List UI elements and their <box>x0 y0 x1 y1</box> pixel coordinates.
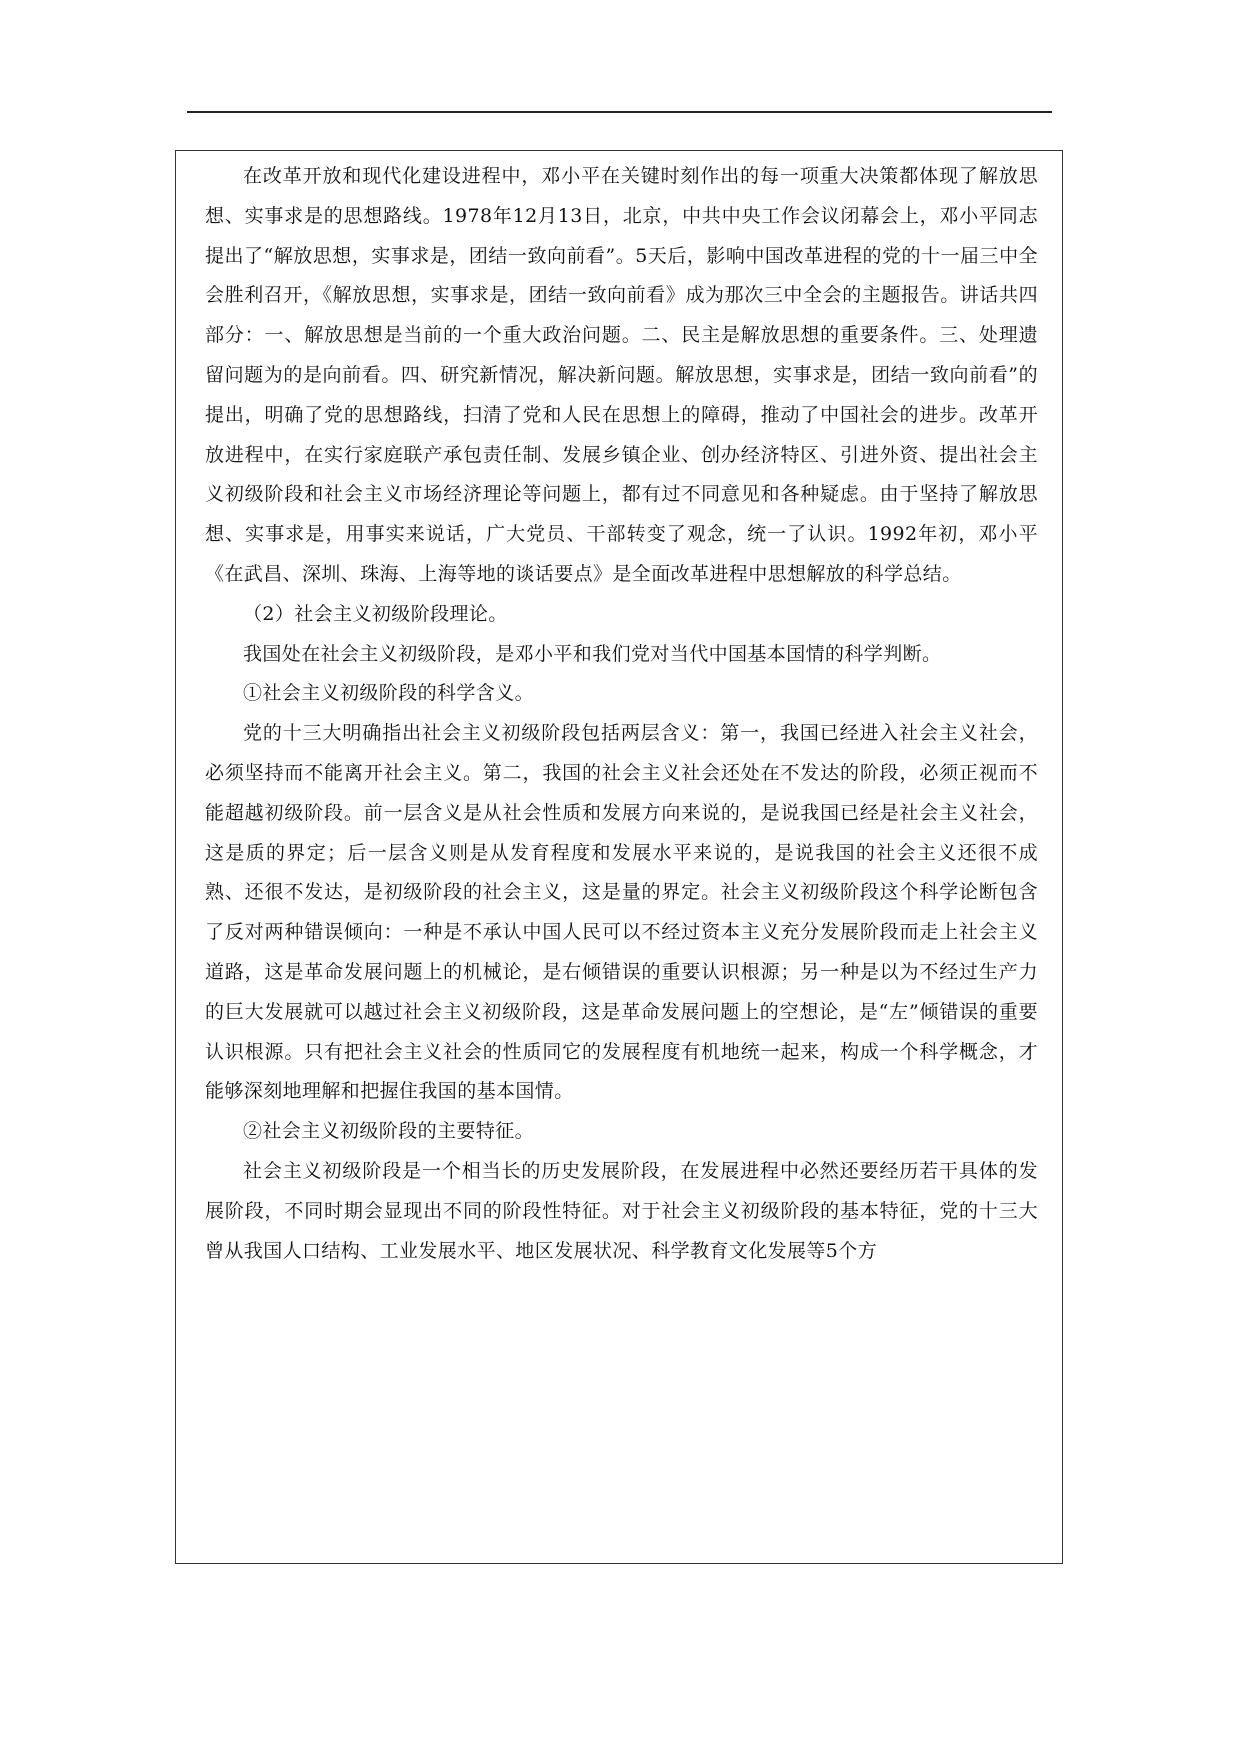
content-table-cell <box>175 150 1063 1564</box>
header-rule <box>187 111 1052 113</box>
section-heading-primary-stage-theory: （2）社会主义初级阶段理论。 <box>243 602 508 625</box>
subheading-scientific-meaning: ①社会主义初级阶段的科学含义。 <box>243 682 535 705</box>
paragraph-long-historical-stage: 社会主义初级阶段是一个相当长的历史发展阶段，在发展进程中必然还要经历若干具体的发展阶段，不同时期会显现出不同的阶段性特征。对于社会主义初级阶段的基本特征，党的十三大曾从我国人口结构、工业发展水平、地区发展状况、科学教育文化发展等5个方 <box>205 1159 1038 1262</box>
paragraph-reform-thought-line: 在改革开放和现代化建设进程中，邓小平在关键时刻作出的每一项重大决策都体现了解放思想、实事求是的思想路线。1978年12月13日，北京，中共中央工作会议闭幕会上，邓小平同志提出了“解放思想，实事求是，团结一致向前看”。5天后，影响中国改革进程的党的十一届三中全会胜利召开，《解放思想，实事求是，团结一致向前看》成为那次三中全会的主题报告。讲话共四部分：一、解放思想是当前的一个重大政治问题。二、民主是解放思想的重要条件。三、处理遗留问题为的是向前看。四、研究新情况，解决新问题。解放思想，实事求是，团结一致向前看”的提出，明确了党的思想路线，扫清了党和人民在思想上的障碍，推动了中国社会的进步。改革开放进程中，在实行家庭联产承包责任制、发展乡镇企业、创办经济特区、引进外资、提出社会主义初级阶段和社会主义市场经济理论等问题上，都有过不同意见和各种疑虑。由于坚持了解放思想、实事求是，用事实来说话，广大党员、干部转变了观念，统一了认识。1992年初，邓小平《在武昌、深圳、珠海、上海等地的谈话要点》是全面改革进程中思想解放的科学总结。 <box>205 165 1038 585</box>
paragraph-primary-stage-judgment: 我国处在社会主义初级阶段，是邓小平和我们党对当代中国基本国情的科学判断。 <box>243 642 942 665</box>
document-body <box>205 151 1038 1271</box>
subheading-main-features: ②社会主义初级阶段的主要特征。 <box>243 1120 535 1143</box>
paragraph-two-layer-meaning: 党的十三大明确指出社会主义初级阶段包括两层含义：第一，我国已经进入社会主义社会，必须坚持而不能离开社会主义。第二，我国的社会主义社会还处在不发达的阶段，必须正视而不能超越初级阶段。前一层含义是从社会性质和发展方向来说的，是说我国已经是社会主义社会，这是质的界定；后一层含义则是从发育程度和发展水平来说的，是说我国的社会主义还很不成熟、还很不发达，是初级阶段的社会主义，这是量的界定。社会主义初级阶段这个科学论断包含了反对两种错误倾向：一种是不承认中国人民可以不经过资本主义充分发展阶段而走上社会主义道路，这是革命发展问题上的机械论，是右倾错误的重要认识根源；另一种是以为不经过生产力的巨大发展就可以越过社会主义初级阶段，这是革命发展问题上的空想论，是“左”倾错误的重要认识根源。只有把社会主义社会的性质同它的发展程度有机地统一起来，构成一个科学概念，才能够深刻地理解和把握住我国的基本国情。 <box>205 722 1038 1103</box>
